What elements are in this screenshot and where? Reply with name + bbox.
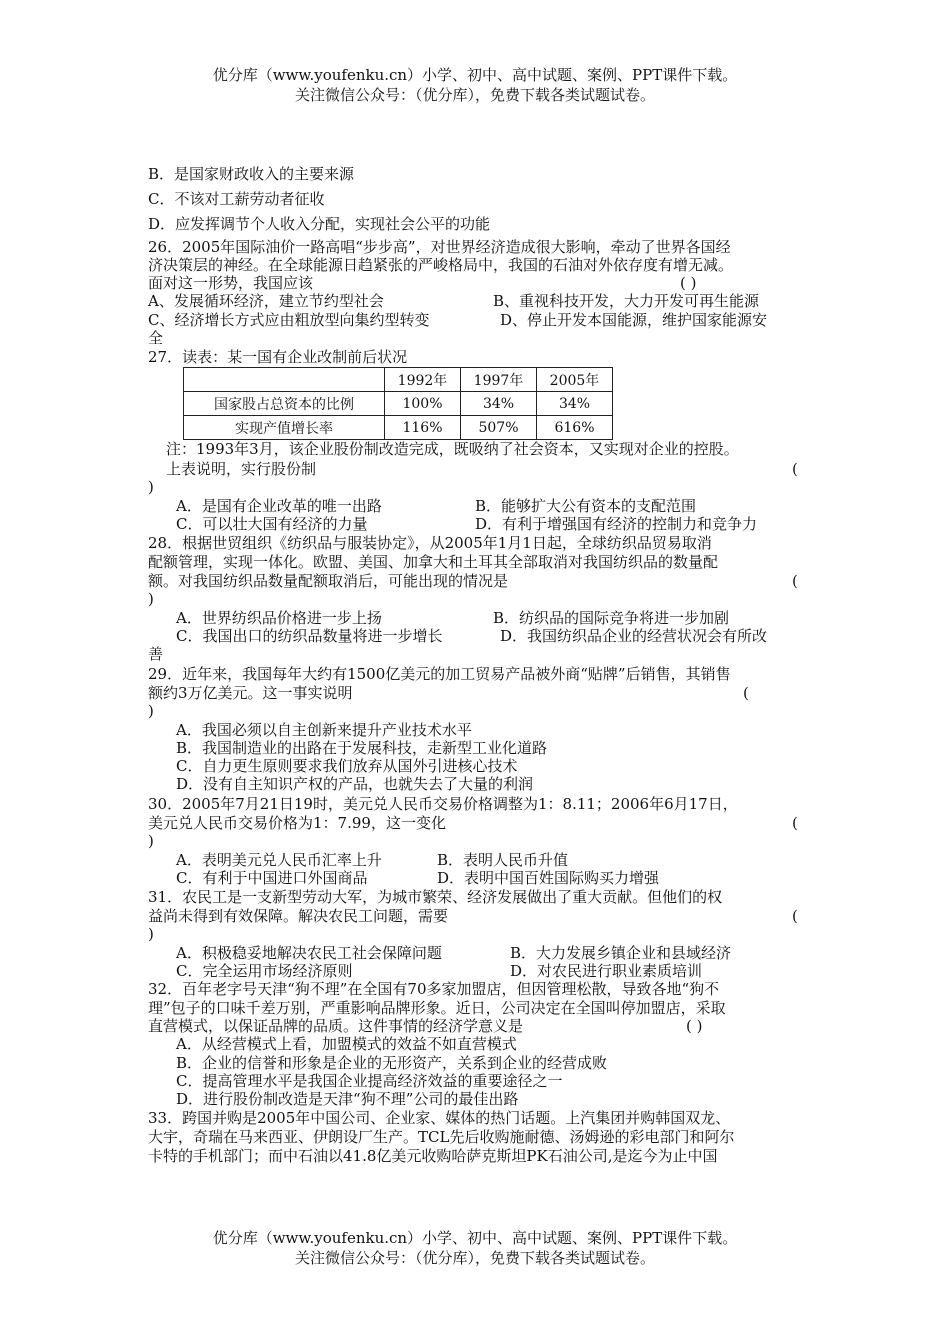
- table-header-cell: 1992年: [385, 368, 461, 392]
- table-cell: 国家股占总资本的比例: [184, 392, 385, 416]
- q30-option-c: C．有利于中国进口外国商品: [176, 869, 368, 887]
- header-line-2: 关注微信公众号：（优分库），免费下载各类试题试卷。: [294, 86, 655, 104]
- q28-stem-line-3: 额。对我国纺织品数量配额取消后，可能出现的情况是: [148, 572, 509, 590]
- q30-option-b: B．表明人民币升值: [437, 851, 569, 869]
- q28-stem-line-2: 配额管理，实现一体化。欧盟、美国、加拿大和土耳其全部取消对我国纺织品的数量配: [148, 553, 719, 571]
- q29-stem-line-2: 额约3万亿美元。这一事实说明: [148, 684, 353, 702]
- q29-stem-line-1: 29．近年来，我国每年大约有1500亿美元的加工贸易产品被外商“贴牌”后销售，其销售: [148, 665, 731, 683]
- q28-paren-left: (: [792, 572, 798, 590]
- q26-stem-line-3: 面对这一形势，我国应该: [148, 274, 314, 292]
- q30-option-a: A．表明美元兑人民币汇率上升: [176, 851, 382, 869]
- q28-option-c: C．我国出口的纺织品数量将进一步增长: [176, 627, 443, 645]
- q25-option-b: B．是国家财政收入的主要来源: [148, 165, 355, 183]
- footer-line-2: 关注微信公众号：（优分库），免费下载各类试题试卷。: [294, 1249, 655, 1267]
- q25-option-d: D．应发挥调节个人收入分配，实现社会公平的功能: [148, 215, 491, 233]
- q32-answer-paren: ( ): [686, 1017, 703, 1035]
- q28-option-b: B．纺织品的国际竞争将进一步加剧: [493, 609, 730, 627]
- q33-stem-line-2: 大宇，奇瑞在马来西亚、伊朗设厂生产。TCL先后收购施耐德、汤姆逊的彩电部门和阿尔: [148, 1128, 735, 1146]
- q27-option-b: B．能够扩大公有资本的支配范围: [475, 497, 697, 515]
- table-cell: 616%: [537, 416, 613, 440]
- q27-data-table: [183, 367, 613, 440]
- q32-stem-line-2: 理”包子的口味千差万别，严重影响品牌形象。近日，公司决定在全国叫停加盟店，采取: [148, 999, 726, 1017]
- q26-answer-paren: ( ): [680, 274, 697, 292]
- table-cell: 34%: [537, 392, 613, 416]
- q30-option-d: D．表明中国百姓国际购买力增强: [437, 869, 660, 887]
- q30-stem-line-1: 30．2005年7月21日19时，美元兑人民币交易价格调整为1：8.11；2006年6月17日，: [148, 795, 738, 813]
- q29-option-b: B．我国制造业的出路在于发展科技，走新型工业化道路: [176, 739, 548, 757]
- q27-stem: 27．读表：某一国有企业改制前后状况: [148, 348, 408, 366]
- q30-stem-line-2: 美元兑人民币交易价格为1：7.99，这一变化: [148, 814, 446, 832]
- q32-stem-line-3: 直营模式，以保证品牌的品质。这件事情的经济学意义是: [148, 1017, 524, 1035]
- q31-option-a: A．积极稳妥地解决农民工社会保障问题: [176, 944, 442, 962]
- q28-option-a: A．世界纺织品价格进一步上扬: [176, 609, 382, 627]
- q30-paren-right: ): [148, 832, 154, 850]
- q25-option-c: C．不该对工薪劳动者征收: [148, 190, 325, 208]
- q28-option-d-cont: 善: [148, 645, 164, 663]
- q29-option-c: C．自力更生原则要求我们放弃从国外引进核心技术: [176, 757, 518, 775]
- q29-paren-right: ): [148, 702, 154, 720]
- table-row: [184, 392, 613, 416]
- q26-stem-line-2: 济决策层的神经。在全球能源日趋紧张的严峻格局中，我国的石油对外依存度有增无减。: [148, 256, 734, 274]
- q29-option-a: A．我国必须以自主创新来提升产业技术水平: [176, 721, 472, 739]
- q33-stem-line-1: 33．跨国并购是2005年中国公司、企业家、媒体的热门话题。上汽集团并购韩国双龙、: [148, 1109, 731, 1127]
- q27-note: 注：1993年3月，该企业股份制改造完成，既吸纳了社会资本，又实现对企业的控股。: [166, 440, 739, 458]
- q31-option-c: C．完全运用市场经济原则: [176, 962, 353, 980]
- table-cell: 34%: [461, 392, 537, 416]
- q30-paren-left: (: [792, 814, 798, 832]
- q29-option-d: D．没有自主知识产权的产品，也就失去了大量的利润: [176, 775, 534, 793]
- q27-question: 上表说明，实行股份制: [166, 460, 317, 478]
- q31-stem-line-1: 31．农民工是一支新型劳动大军，为城市繁荣、经济发展做出了重大贡献。但他们的权: [148, 888, 723, 906]
- q31-option-d: D．对农民进行职业素质培训: [510, 962, 703, 980]
- q27-option-a: A．是国有企业改革的唯一出路: [176, 497, 382, 515]
- footer-line-1: 优分库（www.youfenku.cn）小学、初中、高中试题、案例、PPT课件下载。: [212, 1229, 738, 1247]
- q29-paren-left: (: [743, 684, 749, 702]
- q27-paren-right: ): [148, 478, 154, 496]
- q31-paren-right: ): [148, 925, 154, 943]
- q26-option-d: D、停止开发本国能源，维护国家能源安: [500, 311, 768, 329]
- table-header-cell: 2005年: [537, 368, 613, 392]
- table-cell: 507%: [461, 416, 537, 440]
- q32-option-d: D．进行股份制改造是天津“狗不理”公司的最佳出路: [176, 1090, 519, 1108]
- q31-option-b: B．大力发展乡镇企业和县域经济: [510, 944, 732, 962]
- q26-option-d-cont: 全: [148, 329, 164, 347]
- q28-option-d: D．我国纺织品企业的经营状况会有所改: [500, 627, 768, 645]
- table-cell: 100%: [385, 392, 461, 416]
- table-header-cell: [184, 368, 385, 392]
- table-cell: 实现产值增长率: [184, 416, 385, 440]
- q33-stem-line-3: 卡特的手机部门；而中石油以41.8亿美元收购哈萨克斯坦PK石油公司,是迄今为止中国: [148, 1147, 718, 1165]
- header-line-1: 优分库（www.youfenku.cn）小学、初中、高中试题、案例、PPT课件下载。: [212, 66, 738, 84]
- q28-paren-right: ): [148, 590, 154, 608]
- q27-option-d: D．有利于增强国有经济的控制力和竞争力: [475, 515, 758, 533]
- table-cell: 116%: [385, 416, 461, 440]
- q31-paren-left: (: [792, 907, 798, 925]
- q32-option-a: A．从经营模式上看，加盟模式的效益不如直营模式: [176, 1035, 517, 1053]
- q32-option-c: C．提高管理水平是我国企业提高经济效益的重要途径之一: [176, 1072, 563, 1090]
- table-header-row: [184, 368, 613, 392]
- q27-paren-left: (: [792, 460, 798, 478]
- q26-option-a: A、发展循环经济，建立节约型社会: [148, 292, 384, 310]
- q28-stem-line-1: 28．根据世贸组织《纺织品与服装协定》，从2005年1月1日起，全球纺织品贸易取消: [148, 534, 712, 552]
- q32-stem-line-1: 32．百年老字号天津“狗不理”在全国有70多家加盟店，但因管理松散，导致各地“狗不: [148, 980, 720, 998]
- q31-stem-line-2: 益尚未得到有效保障。解决农民工问题，需要: [148, 907, 449, 925]
- q27-option-c: C．可以壮大国有经济的力量: [176, 515, 368, 533]
- q26-stem-line-1: 26．2005年国际油价一路高唱“步步高”，对世界经济造成很大影响，牵动了世界各国经: [148, 238, 731, 256]
- q32-option-b: B．企业的信誉和形象是企业的无形资产，关系到企业的经营成败: [176, 1054, 608, 1072]
- table-row: [184, 416, 613, 440]
- q26-option-c: C、经济增长方式应由粗放型向集约型转变: [148, 311, 430, 329]
- q26-option-b: B、重视科技开发，大力开发可再生能源: [493, 292, 760, 310]
- table-header-cell: 1997年: [461, 368, 537, 392]
